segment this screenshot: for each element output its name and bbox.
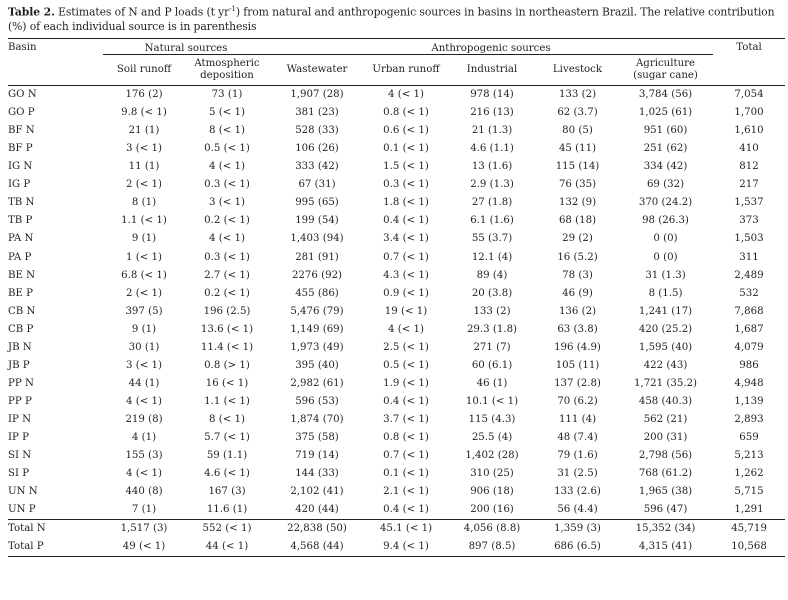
cell-agriculture: 768 (61.2) [638, 468, 693, 480]
table-row [8, 447, 785, 465]
cell-industrial: 310 (25) [470, 468, 514, 480]
cell-urban-runoff: 1.9 (< 1) [383, 377, 429, 389]
cell-atmospheric-deposition: 4 (< 1) [209, 161, 245, 173]
cell-urban-runoff: 9.4 (< 1) [383, 541, 429, 553]
cell-soil-runoff: 8 (1) [131, 197, 157, 209]
header-atm-line2: deposition [200, 69, 254, 81]
cell-livestock: 48 (7.4) [557, 432, 598, 443]
cell-soil-runoff: 1.1 (< 1) [121, 215, 167, 227]
cell-urban-runoff: 0.8 (< 1) [383, 107, 429, 119]
cell-atmospheric-deposition: 0.3 (< 1) [204, 179, 250, 191]
cell-wastewater: 1,149 (69) [290, 323, 344, 335]
cell-industrial: 4.6 (1.1) [470, 143, 514, 155]
cell-industrial: 1,402 (28) [465, 450, 519, 462]
table-row [8, 85, 785, 104]
cell-basin: UN N [8, 486, 38, 498]
cell-soil-runoff: 6.8 (< 1) [121, 269, 167, 281]
table-body [8, 85, 785, 556]
cell-soil-runoff: 11 (1) [128, 161, 160, 173]
cell-urban-runoff: 1.8 (< 1) [383, 197, 429, 209]
cell-atmospheric-deposition: 0.2 (< 1) [204, 215, 250, 227]
cell-industrial: 20 (3.8) [471, 287, 513, 299]
table-row [8, 140, 785, 158]
cell-atmospheric-deposition: 196 (2.5) [203, 305, 251, 317]
cell-soil-runoff: 9 (1) [131, 323, 157, 335]
cell-urban-runoff: 0.8 (< 1) [383, 432, 429, 443]
cell-basin: SI N [8, 450, 32, 462]
header-anthropogenic-sources: Anthropogenic sources [269, 38, 713, 54]
table-row [8, 176, 785, 194]
cell-atmospheric-deposition: 0.2 (< 1) [204, 287, 250, 299]
total-row [8, 519, 785, 538]
cell-industrial: 200 (16) [470, 504, 514, 516]
cell-total: 7,868 [734, 305, 764, 317]
cell-urban-runoff: 0.3 (< 1) [383, 179, 429, 191]
cell-basin: BF N [8, 125, 35, 137]
cell-urban-runoff: 0.1 (< 1) [383, 143, 429, 155]
cell-agriculture: 98 (26.3) [642, 215, 689, 227]
cell-total: 4,079 [734, 341, 764, 353]
table-row [8, 501, 785, 520]
cell-basin: TB P [8, 215, 33, 227]
cell-urban-runoff: 2.1 (< 1) [383, 486, 429, 498]
cell-total: 311 [739, 251, 759, 263]
cell-atmospheric-deposition: 4 (< 1) [209, 233, 245, 245]
cell-basin: JB P [8, 359, 30, 371]
cell-urban-runoff: 0.4 (< 1) [383, 504, 429, 516]
cell-atmospheric-deposition: 5.7 (< 1) [204, 432, 250, 443]
cell-wastewater: 22,838 (50) [269, 519, 365, 538]
cell-atmospheric-deposition: 0.3 (< 1) [204, 251, 250, 263]
table-row [8, 104, 785, 122]
cell-urban-runoff: 45.1 (< 1) [365, 519, 447, 538]
cell-atmospheric-deposition: 0.8 (> 1) [204, 359, 250, 371]
cell-total: 1,537 [734, 197, 764, 209]
cell-soil-runoff: 4 (1) [131, 432, 157, 443]
table-row [8, 338, 785, 356]
cell-agriculture: 1,241 (17) [638, 305, 693, 317]
cell-wastewater: 995 (65) [295, 197, 339, 209]
cell-agriculture: 1,025 (61) [638, 107, 693, 119]
cell-atmospheric-deposition: 2.7 (< 1) [204, 269, 250, 281]
cell-soil-runoff: 4 (< 1) [126, 395, 162, 407]
cell-agriculture: 4,315 (41) [638, 541, 693, 553]
cell-industrial: 60 (6.1) [471, 359, 513, 371]
cell-livestock: 196 (4.9) [554, 341, 601, 353]
cell-wastewater: 395 (40) [295, 359, 339, 371]
cell-wastewater: 333 (42) [295, 161, 339, 173]
cell-soil-runoff: 176 (2) [125, 89, 163, 101]
header-soil-runoff: Soil runoff [116, 63, 172, 75]
cell-urban-runoff: 0.7 (< 1) [383, 450, 429, 462]
cell-wastewater: 281 (91) [295, 251, 339, 263]
cell-basin: PA P [8, 251, 32, 263]
table-row [8, 248, 785, 266]
cell-wastewater: 719 (14) [295, 450, 339, 462]
cell-livestock: 686 (6.5) [554, 541, 601, 553]
cell-soil-runoff: 1,517 (3) [103, 519, 185, 538]
cell-livestock: 31 (2.5) [557, 468, 598, 480]
cell-atmospheric-deposition: 1.1 (< 1) [204, 395, 250, 407]
table-row [8, 212, 785, 230]
cell-agriculture: 458 (40.3) [638, 395, 693, 407]
cell-total: 4,948 [734, 377, 764, 389]
table-row [8, 302, 785, 320]
cell-basin: IP P [8, 432, 29, 443]
cell-urban-runoff: 0.4 (< 1) [383, 215, 429, 227]
cell-total: 1,139 [734, 395, 764, 407]
cell-wastewater: 455 (86) [295, 287, 339, 299]
cell-industrial: 6.1 (1.6) [470, 215, 514, 227]
cell-atmospheric-deposition: 16 (< 1) [205, 377, 249, 389]
cell-wastewater: 596 (53) [295, 395, 339, 407]
cell-total: 812 [739, 161, 759, 173]
cell-agriculture: 1,595 (40) [638, 341, 693, 353]
cell-total: 410 [739, 143, 759, 155]
cell-wastewater: 1,874 (70) [290, 413, 344, 425]
caption-text-b: ) from natural and anthropogenic sources in basins in northeastern Brazil. The relative contribution (%) of each individual source is in parenthesis [8, 5, 775, 33]
cell-soil-runoff: 2 (< 1) [126, 179, 162, 191]
cell-livestock: 70 (6.2) [557, 395, 598, 407]
table-row [8, 230, 785, 248]
cell-livestock: 45 (11) [558, 143, 597, 155]
table-row [8, 320, 785, 338]
cell-basin: IP N [8, 413, 32, 425]
cell-agriculture: 3,784 (56) [638, 89, 693, 101]
cell-urban-runoff: 19 (< 1) [384, 305, 428, 317]
loads-table [8, 38, 785, 557]
cell-atmospheric-deposition: 4.6 (< 1) [204, 468, 250, 480]
cell-basin: PP P [8, 395, 32, 407]
header-agri-line1: Agriculture [635, 57, 696, 69]
cell-industrial: 4,056 (8.8) [447, 519, 537, 538]
cell-soil-runoff: 9.8 (< 1) [121, 107, 167, 119]
cell-atmospheric-deposition: 5 (< 1) [209, 107, 245, 119]
cell-basin: UN P [8, 504, 36, 516]
cell-agriculture: 596 (47) [643, 504, 688, 516]
cell-total: 1,262 [734, 468, 764, 480]
cell-atmospheric-deposition: 552 (< 1) [185, 519, 269, 538]
caption-text-a: Estimates of N and P loads (t yr [54, 5, 230, 19]
cell-urban-runoff: 4 (< 1) [388, 323, 424, 335]
cell-atmospheric-deposition: 0.5 (< 1) [204, 143, 250, 155]
cell-urban-runoff: 0.4 (< 1) [383, 395, 429, 407]
cell-total: 7,054 [734, 89, 764, 101]
table-row [8, 266, 785, 284]
cell-agriculture: 370 (24.2) [638, 197, 693, 209]
cell-livestock: 76 (35) [558, 179, 597, 191]
cell-industrial: 89 (4) [476, 269, 508, 281]
cell-basin: IG P [8, 179, 31, 191]
cell-soil-runoff: 49 (< 1) [122, 541, 166, 553]
cell-wastewater: 106 (26) [295, 143, 339, 155]
cell-wastewater: 4,568 (44) [290, 541, 344, 553]
cell-soil-runoff: 44 (1) [128, 377, 160, 389]
cell-basin: TB N [8, 197, 35, 209]
cell-soil-runoff: 9 (1) [131, 233, 157, 245]
caption-label: Table 2. [8, 5, 55, 19]
cell-agriculture: 69 (32) [646, 179, 685, 191]
cell-urban-runoff: 0.7 (< 1) [383, 251, 429, 263]
cell-soil-runoff: 397 (5) [125, 305, 163, 317]
cell-livestock: 29 (2) [562, 233, 593, 245]
cell-atmospheric-deposition: 8 (< 1) [209, 413, 245, 425]
cell-livestock: 79 (1.6) [557, 450, 598, 462]
cell-urban-runoff: 3.4 (< 1) [383, 233, 429, 245]
cell-atmospheric-deposition: 73 (1) [211, 89, 243, 101]
cell-total: 1,610 [734, 125, 764, 137]
cell-industrial: 12.1 (4) [471, 251, 513, 263]
cell-total: 5,715 [734, 486, 764, 498]
cell-agriculture: 31 (1.3) [645, 269, 686, 281]
caption-sup: -1 [229, 5, 236, 13]
cell-industrial: 13 (1.6) [471, 161, 513, 173]
cell-agriculture: 8 (1.5) [648, 287, 683, 299]
cell-agriculture: 1,965 (38) [638, 486, 693, 498]
table-row [8, 428, 785, 446]
cell-urban-runoff: 1.5 (< 1) [383, 161, 429, 173]
cell-agriculture: 200 (31) [643, 432, 688, 443]
cell-basin: JB N [8, 341, 32, 353]
table-row [8, 374, 785, 392]
cell-total: 10,568 [731, 541, 767, 553]
header-atmospheric-deposition [185, 54, 269, 85]
cell-total: 532 [739, 287, 759, 299]
cell-soil-runoff: 2 (< 1) [126, 287, 162, 299]
table-row [8, 483, 785, 501]
cell-total: 5,213 [734, 450, 764, 462]
cell-industrial: 133 (2) [473, 305, 511, 317]
cell-livestock: 56 (4.4) [557, 504, 598, 516]
cell-soil-runoff: 3 (< 1) [126, 143, 162, 155]
cell-basin: CB N [8, 305, 36, 317]
cell-wastewater: 420 (44) [295, 504, 339, 516]
cell-industrial: 29.3 (1.8) [466, 323, 518, 335]
table-row [8, 465, 785, 483]
cell-industrial: 46 (1) [476, 377, 508, 389]
cell-basin: GO P [8, 107, 35, 119]
cell-basin: CB P [8, 323, 34, 335]
cell-atmospheric-deposition: 13.6 (< 1) [200, 323, 254, 335]
cell-basin: IG N [8, 161, 33, 173]
cell-industrial: 216 (13) [470, 107, 514, 119]
cell-wastewater: 144 (33) [295, 468, 339, 480]
cell-livestock: 133 (2) [558, 89, 597, 101]
cell-livestock: 1,359 (3) [537, 519, 618, 538]
cell-wastewater: 375 (58) [295, 432, 339, 443]
cell-livestock: 78 (3) [562, 269, 593, 281]
cell-livestock: 133 (2.6) [554, 486, 601, 498]
cell-urban-runoff: 3.7 (< 1) [383, 413, 429, 425]
cell-total: 217 [739, 179, 759, 191]
cell-agriculture: 2,798 (56) [638, 450, 693, 462]
cell-atmospheric-deposition: 11.4 (< 1) [200, 341, 254, 353]
cell-atmospheric-deposition: 8 (< 1) [209, 125, 245, 137]
cell-agriculture: 334 (42) [643, 161, 688, 173]
cell-basin: BF P [8, 143, 33, 155]
cell-total: 1,503 [734, 233, 764, 245]
header-agri-line2: (sugar cane) [633, 69, 698, 81]
cell-soil-runoff: 7 (1) [131, 504, 157, 516]
cell-agriculture: 0 (0) [653, 233, 678, 245]
cell-livestock: 132 (9) [558, 197, 597, 209]
cell-basin: PA N [8, 233, 34, 245]
cell-livestock: 111 (4) [558, 413, 597, 425]
cell-agriculture: 951 (60) [643, 125, 688, 137]
cell-basin: SI P [8, 468, 30, 480]
cell-soil-runoff: 3 (< 1) [126, 359, 162, 371]
cell-livestock: 63 (3.8) [557, 323, 598, 335]
cell-agriculture: 420 (25.2) [638, 323, 693, 335]
cell-basin: GO N [8, 89, 37, 101]
header-agriculture [618, 54, 713, 85]
cell-total: 986 [739, 359, 759, 371]
cell-total: 2,893 [734, 413, 764, 425]
cell-urban-runoff: 4 (< 1) [388, 89, 424, 101]
cell-total: 373 [739, 215, 759, 227]
table-row [8, 122, 785, 140]
cell-urban-runoff: 0.5 (< 1) [383, 359, 429, 371]
cell-wastewater: 1,907 (28) [290, 89, 344, 101]
header-urban-runoff: Urban runoff [372, 63, 440, 75]
cell-livestock: 105 (11) [555, 359, 600, 371]
table-caption [8, 2, 785, 34]
cell-wastewater: 1,973 (49) [290, 341, 344, 353]
cell-total: 1,687 [734, 323, 764, 335]
cell-atmospheric-deposition: 3 (< 1) [209, 197, 245, 209]
cell-livestock: 62 (3.7) [557, 107, 598, 119]
cell-soil-runoff: 155 (3) [125, 450, 163, 462]
cell-total: 1,291 [734, 504, 764, 516]
cell-livestock: 136 (2) [558, 305, 597, 317]
cell-wastewater: 528 (33) [295, 125, 339, 137]
table-row [8, 410, 785, 428]
cell-wastewater: 2276 (92) [291, 269, 343, 281]
cell-soil-runoff: 1 (< 1) [126, 251, 162, 263]
cell-total: 659 [739, 432, 759, 443]
cell-agriculture: 15,352 (34) [618, 519, 713, 538]
cell-livestock: 16 (5.2) [557, 251, 598, 263]
cell-wastewater: 2,102 (41) [290, 486, 344, 498]
cell-soil-runoff: 21 (1) [128, 125, 160, 137]
cell-basin: Total N [8, 519, 103, 538]
cell-wastewater: 5,476 (79) [290, 305, 344, 317]
cell-atmospheric-deposition: 44 (< 1) [205, 541, 249, 553]
header-livestock: Livestock [552, 63, 603, 75]
cell-basin: BE N [8, 269, 36, 281]
cell-industrial: 55 (3.7) [471, 233, 513, 245]
cell-livestock: 46 (9) [562, 287, 593, 299]
cell-industrial: 2.9 (1.3) [470, 179, 514, 191]
header-wastewater: Wastewater [286, 63, 348, 75]
table-row [8, 194, 785, 212]
cell-urban-runoff: 2.5 (< 1) [383, 341, 429, 353]
total-row [8, 538, 785, 557]
header-atm-line1: Atmospheric [194, 57, 260, 69]
cell-soil-runoff: 4 (< 1) [126, 468, 162, 480]
header-industrial: Industrial [466, 63, 518, 75]
header-natural-sources: Natural sources [103, 38, 269, 54]
cell-atmospheric-deposition: 59 (1.1) [206, 450, 248, 462]
cell-livestock: 68 (18) [558, 215, 597, 227]
cell-industrial: 10.1 (< 1) [465, 395, 519, 407]
cell-industrial: 897 (8.5) [468, 541, 516, 553]
cell-industrial: 271 (7) [473, 341, 511, 353]
cell-wastewater: 1,403 (94) [290, 233, 344, 245]
cell-agriculture: 0 (0) [653, 251, 678, 263]
cell-wastewater: 67 (31) [298, 179, 336, 191]
table-row [8, 158, 785, 176]
cell-wastewater: 381 (23) [295, 107, 339, 119]
cell-industrial: 25.5 (4) [471, 432, 513, 443]
cell-wastewater: 2,982 (61) [290, 377, 344, 389]
cell-basin: BE P [8, 287, 34, 299]
table-row [8, 356, 785, 374]
cell-atmospheric-deposition: 11.6 (1) [206, 504, 248, 516]
cell-livestock: 137 (2.8) [554, 377, 601, 389]
cell-agriculture: 562 (21) [643, 413, 688, 425]
cell-total: 2,489 [734, 269, 764, 281]
table-row [8, 392, 785, 410]
cell-agriculture: 422 (43) [643, 359, 688, 371]
cell-urban-runoff: 0.9 (< 1) [383, 287, 429, 299]
cell-soil-runoff: 219 (8) [125, 413, 163, 425]
cell-basin: Total P [8, 541, 44, 553]
cell-livestock: 80 (5) [562, 125, 593, 137]
cell-industrial: 115 (4.3) [468, 413, 516, 425]
cell-soil-runoff: 440 (8) [125, 486, 163, 498]
cell-industrial: 21 (1.3) [471, 125, 513, 137]
cell-industrial: 978 (14) [470, 89, 514, 101]
cell-atmospheric-deposition: 167 (3) [208, 486, 246, 498]
cell-basin: PP N [8, 377, 34, 389]
cell-agriculture: 251 (62) [643, 143, 688, 155]
cell-urban-runoff: 0.6 (< 1) [383, 125, 429, 137]
cell-urban-runoff: 4.3 (< 1) [383, 269, 429, 281]
header-total: Total [736, 41, 762, 53]
table-row [8, 284, 785, 302]
cell-urban-runoff: 0.1 (< 1) [383, 468, 429, 480]
cell-industrial: 906 (18) [470, 486, 514, 498]
cell-wastewater: 199 (54) [295, 215, 339, 227]
cell-livestock: 115 (14) [555, 161, 600, 173]
cell-soil-runoff: 30 (1) [128, 341, 160, 353]
cell-agriculture: 1,721 (35.2) [633, 377, 698, 389]
cell-total: 1,700 [734, 107, 764, 119]
header-basin: Basin [8, 41, 37, 53]
cell-total: 45,719 [713, 519, 785, 538]
cell-industrial: 27 (1.8) [471, 197, 513, 209]
